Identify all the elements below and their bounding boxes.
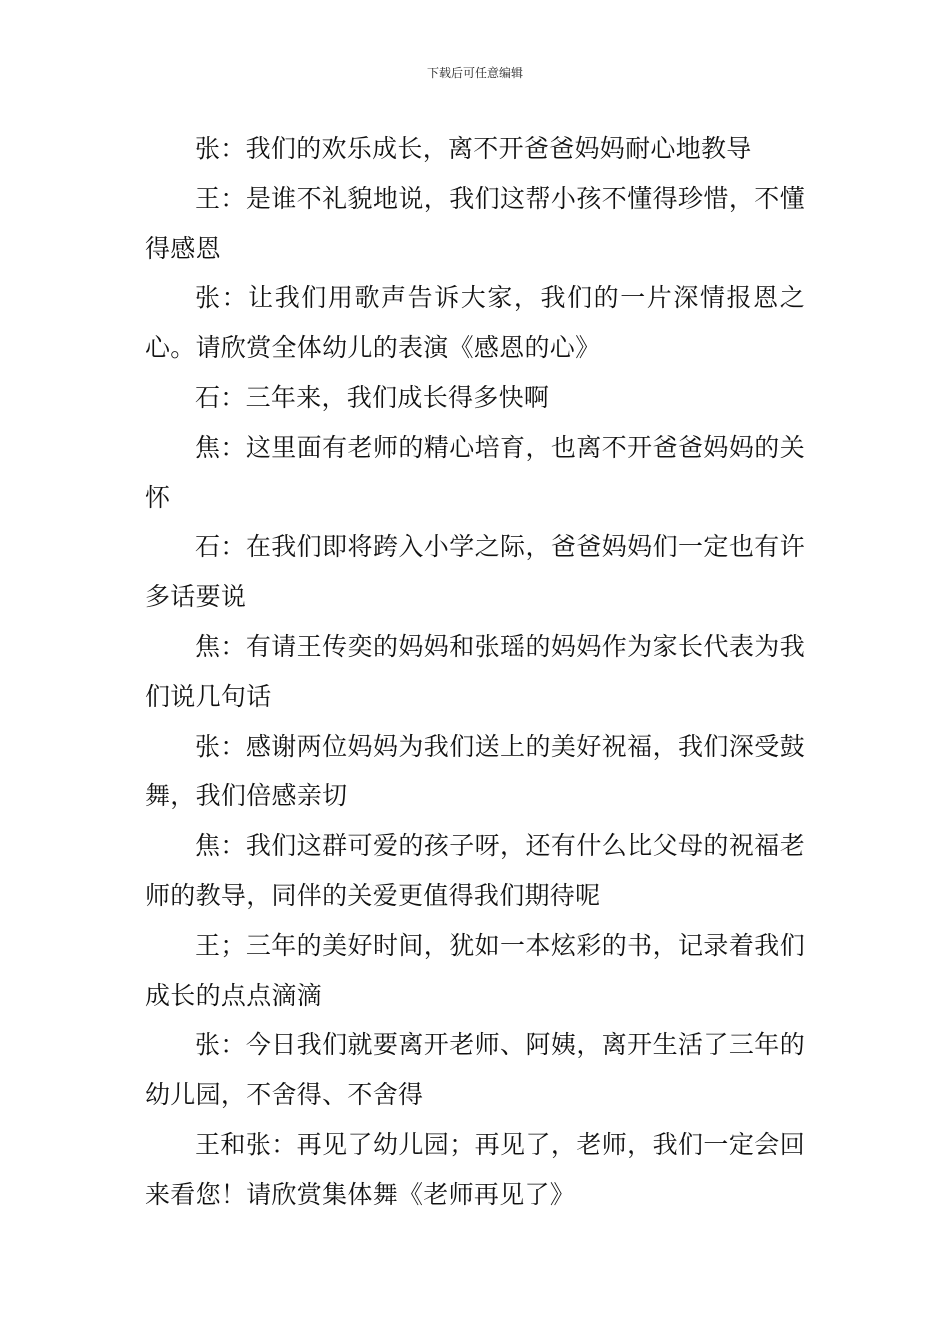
- dialogue-paragraph: 王；三年的美好时间，犹如一本炫彩的书，记录着我们成长的点点滴滴: [145, 930, 805, 1010]
- dialogue-paragraph: 张：感谢两位妈妈为我们送上的美好祝福，我们深受鼓舞，我们倍感亲切: [145, 731, 805, 811]
- dialogue-paragraph: 张：让我们用歌声告诉大家，我们的一片深情报恩之心。请欣赏全体幼儿的表演《感恩的心》: [145, 283, 805, 363]
- dialogue-paragraph: 焦：这里面有老师的精心培育，也离不开爸爸妈妈的关怀: [145, 432, 805, 512]
- page-header: 下载后可任意编辑: [426, 66, 523, 80]
- dialogue-paragraph: 焦：有请王传奕的妈妈和张瑶的妈妈作为家长代表为我们说几句话: [145, 631, 805, 711]
- document-body: [145, 124, 805, 1220]
- dialogue-paragraph: 王：是谁不礼貌地说，我们这帮小孩不懂得珍惜，不懂得感恩: [145, 183, 805, 263]
- dialogue-paragraph: 张：今日我们就要离开老师、阿姨，离开生活了三年的幼儿园，不舍得、不舍得: [145, 1030, 805, 1110]
- dialogue-paragraph: 王和张：再见了幼儿园；再见了，老师，我们一定会回来看您！请欣赏集体舞《老师再见了》: [145, 1129, 805, 1209]
- dialogue-paragraph: 石：三年来，我们成长得多快啊: [195, 382, 550, 412]
- dialogue-paragraph: 张：我们的欢乐成长，离不开爸爸妈妈耐心地教导: [195, 134, 752, 163]
- dialogue-paragraph: 焦：我们这群可爱的孩子呀，还有什么比父母的祝福老师的教导，同伴的关爱更值得我们期待呢: [145, 831, 805, 910]
- dialogue-paragraph: 石：在我们即将跨入小学之际，爸爸妈妈们一定也有许多话要说: [145, 532, 805, 612]
